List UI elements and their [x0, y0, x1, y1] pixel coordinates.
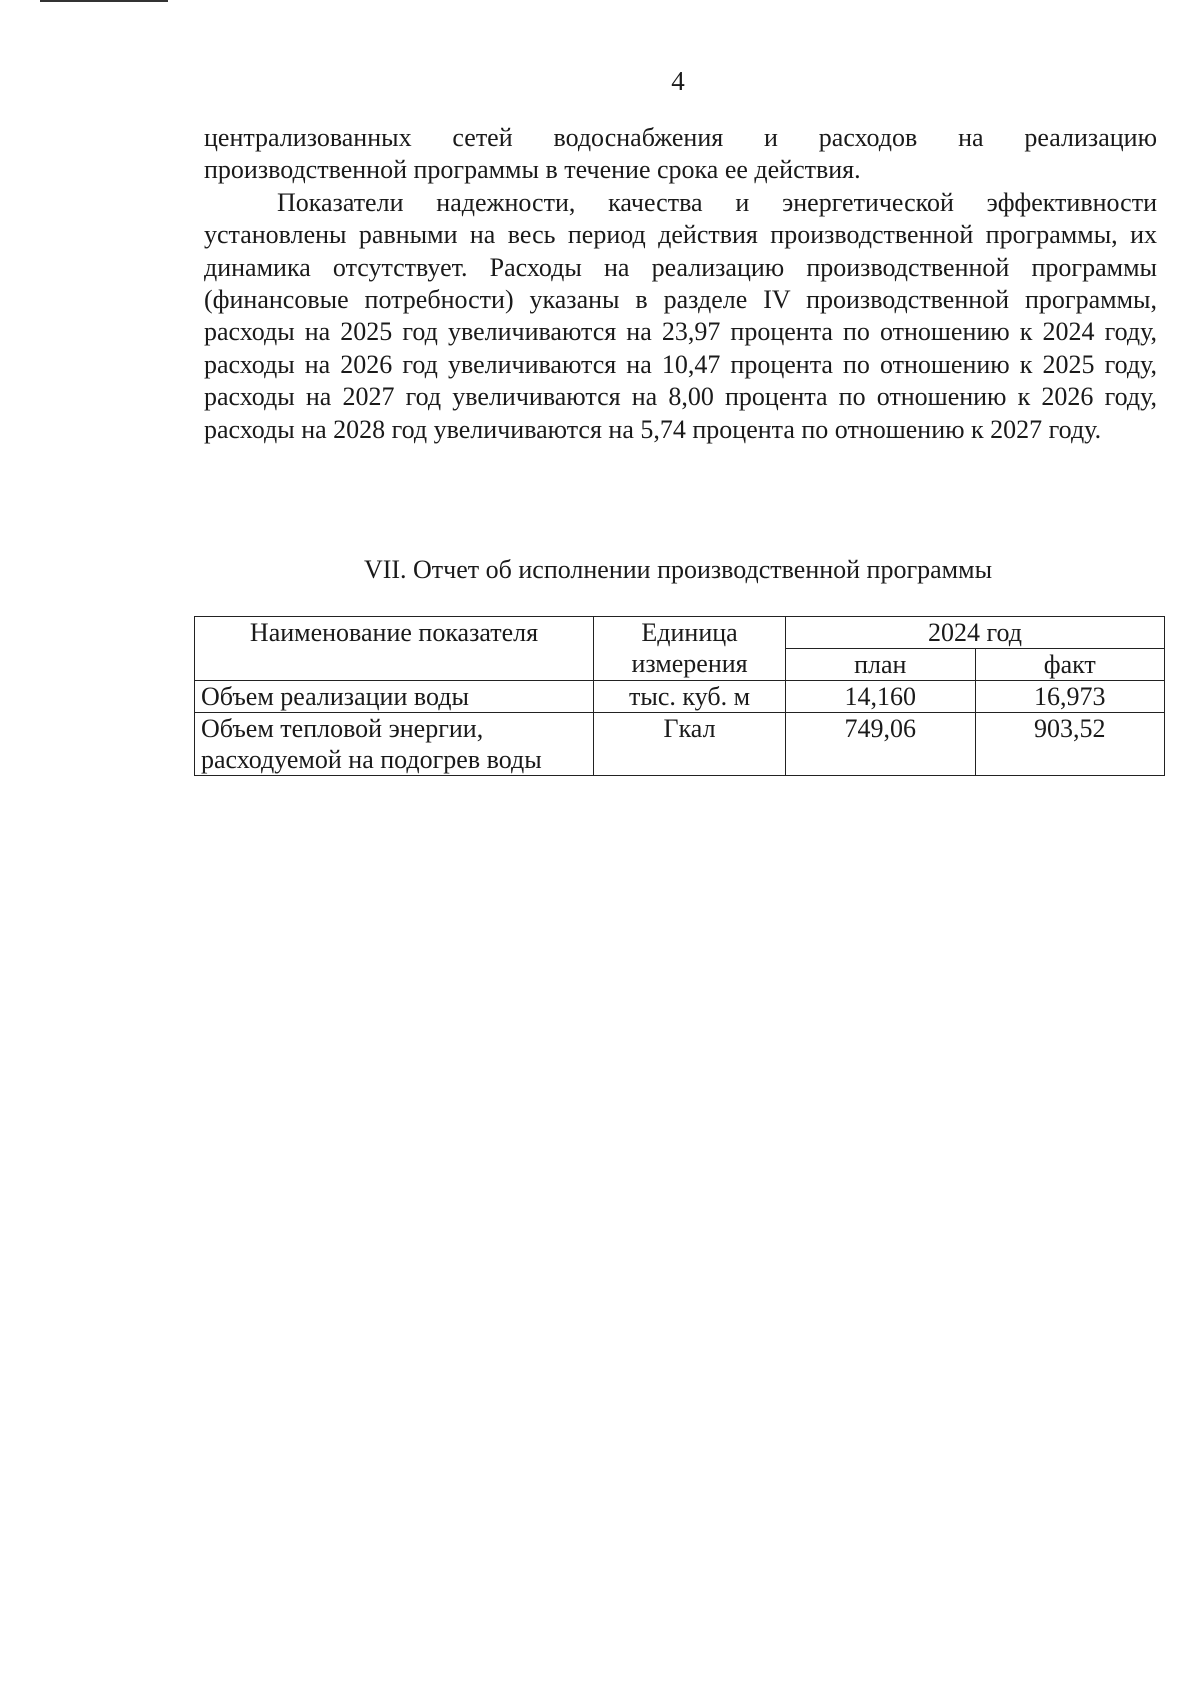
page-number: 4 — [671, 66, 685, 96]
header-plan: план — [786, 649, 975, 681]
header-unit-line2: измерения — [631, 649, 748, 678]
header-unit-line1: Единица — [641, 618, 738, 647]
row-fact: 16,973 — [975, 681, 1164, 713]
row-name: Объем тепловой энергии, расходуемой на подогрев воды — [195, 713, 594, 776]
row-name: Объем реализации воды — [195, 681, 594, 713]
header-year: 2024 год — [786, 617, 1165, 649]
row-unit: тыс. куб. м — [594, 681, 786, 713]
row-plan: 749,06 — [786, 713, 975, 776]
report-table — [194, 616, 1165, 776]
header-indicator-name: Наименование показателя — [195, 617, 594, 681]
header-unit — [594, 617, 786, 681]
row-plan: 14,160 — [786, 681, 975, 713]
row-unit: Гкал — [594, 713, 786, 776]
header-fact: факт — [975, 649, 1164, 681]
section-title: VII. Отчет об исполнении производственной программы — [363, 555, 993, 584]
paragraph-indicators: Показатели надежности, качества и энергетической эффективности установлены равными на весь период действия производственной программы, их динамика отсутствует. Расходы на реализацию производственной программы (финансовые потребности) указаны в разделе IV производственной программы, расходы на 2025 год увеличиваются на 23,97 процента по отношению к 2024 году, расходы на 2026 год увеличиваются на 10,47 процента по отношению к 2025 году, расходы на 2027 год увеличиваются на 8,00 процента по отношению к 2026 году, расходы на 2028 год увеличиваются на 5,74 процента по отношению к 2027 году. — [204, 187, 1157, 444]
row-fact: 903,52 — [975, 713, 1164, 776]
top-edge-rule — [40, 0, 168, 2]
table-row — [195, 681, 1165, 713]
table-row — [195, 713, 1165, 776]
paragraph-continuation: централизованных сетей водоснабжения и расходов на реализацию производственной программы в течение срока ее действия. — [204, 123, 1157, 185]
body-text — [204, 122, 1157, 446]
table-header-row — [195, 617, 1165, 649]
